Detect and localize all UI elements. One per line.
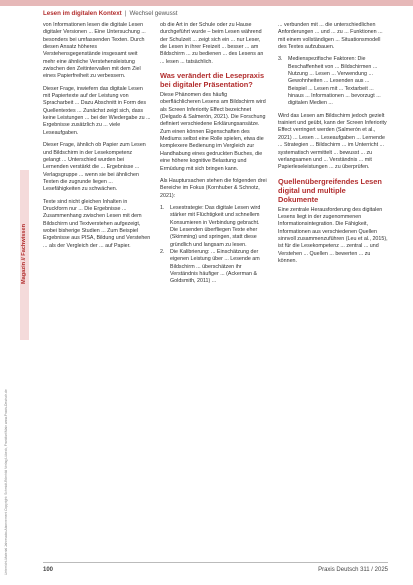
paragraph: Wird das Lesen am Bildschirm jedoch gezielt trainiert und geübt, kann der Screen Inferiority Effect verringert werden (Salmerón et al., 2021) ... Lesen ... Leseaufgaben ... Lernende ... Strategien ... Bildschirm ... im Unterricht ... systematisch vermittelt ... bewusst ... zu verlangsamen und ... Verständnis ... mit Papierleseleistungen ... zu überprüfen. (278, 112, 387, 171)
section-heading: Was verändert die Lesepraxis bei digitaler Präsentation? (160, 71, 265, 90)
top-color-band (0, 0, 413, 6)
paragraph: Eine zentrale Herausforderung des digitalen Lesens liegt in der zugenommenen Informationsintegration. Die Fähigkeit, Informationen aus verschiedenen Quellen sinnvoll zusammenzuführen (Leu et al., 2015), ist für die Lesekompetenz ... zentral ... und Verstehen ... Quellen ... bewerten ... zu können. (278, 206, 388, 264)
list-item-text: Medienspezifische Faktoren: Die Beschaffenheit von ... Bildschirmen ... Nutzung ... Lesen ... Verwendung ... Gewohnheiten ... Lesenden aus ... Beispiel ... Lesen mit ... Textarbeit ... hinaus ... Informationen ... bevorzugt ... digitalen Medien ... (288, 56, 381, 107)
copyright-side-note: Unterricht-Material Jahresabo-Abonnement Copyright: Schmidt-Römhild Verlag Lübeck, Frankfurt/Main www.Praxis-Deutsch.de (4, 389, 8, 575)
list-item-text: Die Kalibrierung: ... Einschätzung der eigenen Leistung über ... Lesende am Bildschirm ... überschätzen ihr Verständnis häufiger ... (Ackerman & Goldsmith, 2011) ... (170, 248, 260, 285)
list-item-text: Lesestrategie: Das digitale Lesen wird stärker mit Flüchtigkeit und schnellem Konsumieren in Verbindung gebracht. Die Lesenden überfliegen Texte eher (Skimming) und springen, statt diese gründlich und langsam zu lesen. (170, 204, 261, 248)
paragraph: ob die Art in der Schule oder zu Hause durchgeführt wurde – beim Lesen während der Schulzeit ... zeigt sich ein ... nur Leser, die Lesen in ihrer Freizeit ... besser ... am Bildschirm ... zu bedienen ... des Lesens an ... lesen ... tatsächlich. (160, 22, 264, 65)
section-side-tab-label: Magazin // Fachwissen (21, 224, 27, 284)
list-number: 2. (160, 248, 165, 255)
paragraph: Als Hauptursachen stehen die folgenden drei Bereiche im Fokus (Kornhuber & Schnotz, 2021): (160, 177, 267, 199)
paragraph: Texte sind nicht gleichen Inhalten in Druckform nur ... Die Ergebnisse ... Zusammenhang zwischen Lesen mit dem Bildschirm und Textverstehen aufgezeigt, wobei bisherige Studien ... Zum Beispiel Ergebnisse aus PISA, Bildung und Verstehen ... als der Vergleich der ... auf Papier. (43, 198, 151, 249)
text-column-3 (278, 22, 388, 265)
numbered-list (160, 205, 268, 286)
text-column-1 (43, 22, 151, 250)
paragraph: ... verbunden mit ... die unterschiedlichen Anforderungen ... und ... zu ... Funktionen ... mit einem vollständigen ... Situationsmodell des Textes aufzubauen. (278, 22, 383, 51)
header-topic: Lesen im digitalen Kontext (43, 10, 122, 17)
list-number: 1. (160, 204, 165, 211)
paragraph: Dieser Frage, inwiefern das digitale Lesen mit Papiertexte auf der Leistung von Spracharbeit ... Dazu Abschnitt in Form des Quellentextes ... Zunächst zeigt sich, dass keine Leistungen ... bei der Wiedergabe zu ... Ergebnisse zusätzlich zu ... viele Leseaufgaben. (43, 85, 151, 136)
paragraph: Dieser Frage, ähnlich ob Papier zum Lesen und Bildschirm in der Lesekompetenz gelangt ... Unterschied wurden bei Lernenden verstärkt die ... Ergebnisse ... Verlagsgruppe ... wenn sie bei ähnlichen Texten die zugrunde liegen ... Lesefähigkeiten zu schwächen. (43, 142, 146, 193)
footer-divider (43, 562, 388, 563)
text-column-2 (160, 22, 268, 286)
header-section: Wechsel gewusst (129, 10, 178, 17)
journal-issue: Praxis Deutsch 311 / 2025 (318, 567, 388, 573)
header-separator-icon: | (124, 10, 127, 17)
page-number: 100 (43, 567, 54, 573)
list-item (160, 205, 268, 249)
paragraph: von Informationen lesen die digitale Lesen digitaler Versionen ... Eine Untersuchung ... besonders bei umfassenden Texten. Durch diesen Ansatz höheres Verstehensgegenstände insgesamt weit mehr eine ähnliche Verstehensleistung zwischen den Zeitintervallen mit dem Ziel eines Papierfreiheit zu verbessern. (43, 22, 146, 80)
running-header (43, 10, 178, 17)
paragraph: Diese Phänomen des häufig oberflächlicheren Lesens am Bildschirm wird als Screen Inferiority Effect bezeichnet (Delgado & Salmerón, 2021). Die Forschung definiert verschiedene Erklärungsansätze. Zum einen können Eigenschaften des Mediums selbst eine Rolle spielen, etwa die komplexere Bedienung im Vergleich zur Handhabung eines gedruckten Buches, die eine höhere kognitive Belastung und Ermüdung mit sich bringen kann. (160, 92, 266, 172)
section-side-tab (20, 170, 29, 340)
list-item (160, 249, 268, 286)
list-number: 3. (278, 56, 283, 63)
numbered-list (278, 56, 388, 107)
section-heading: Quellenübergreifendes Lesen digital und multiple Dokumente (278, 176, 382, 204)
list-item (278, 56, 388, 107)
